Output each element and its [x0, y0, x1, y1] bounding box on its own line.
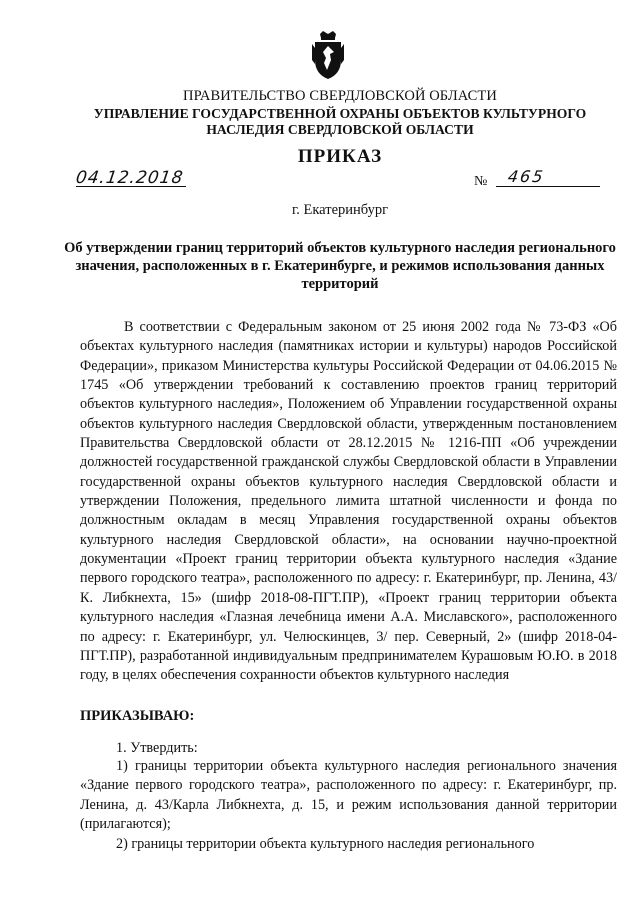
subitem-1: 1) границы территории объекта культурного наследия регионального значения «Здание первого городского театра», расположенного по адресу: г. Екатеринбург, пр. Ленина, д. 43/Карла Либкнехта, д. 15, и режим использования данной территории (прилагаются); — [80, 758, 617, 833]
subitem-2: 2) границы территории объекта культурного наследия регионального — [116, 836, 535, 852]
item-1: 1. Утвердить: — [116, 740, 198, 756]
number-underline — [496, 186, 600, 187]
document-date: 04.12.2018 — [74, 168, 185, 188]
department-name: УПРАВЛЕНИЕ ГОСУДАРСТВЕННОЙ ОХРАНЫ ОБЪЕКТОВ КУЛЬТУРНОГО НАСЛЕДИЯ СВЕРДЛОВСКОЙ ОБЛАСТИ — [93, 106, 587, 137]
number-sign: № — [474, 174, 488, 189]
document-number: 465 — [506, 167, 546, 186]
city: г. Екатеринбург — [291, 202, 389, 218]
date-underline — [76, 186, 186, 187]
subject-heading: Об утверждении границ территорий объектов культурного наследия регионального значения, расположенных в г. Екатеринбурге, и режимов использования данных территорий — [64, 240, 616, 292]
order-word: ПРИКАЗЫВАЮ: — [80, 708, 195, 724]
government-name: ПРАВИТЕЛЬСТВО СВЕРДЛОВСКОЙ ОБЛАСТИ — [183, 88, 497, 104]
preamble-paragraph: В соответствии с Федеральным законом от 25 июня 2002 года № 73-ФЗ «Об объектах культурного наследия (памятниках истории и культуры) народов Российской Федерации», приказом Министерства культуры Российской Федерации от 04.06.2015 № 1745 «Об утверждении требований к составлению проектов границ территорий объектов культурного наследия», Положением об Управлении государственной охраны объектов культурного наследия Свердловской области, утвержденным постановлением Правительства Свердловской области от 28.12.2015 № 1216-ПП «Об учреждении должностей государственной гражданской службы Свердловской области в Управлении государственной охраны объектов культурного наследия Свердловской области и утверждении Положения, предельного лимита штатной численности и фонда по должностным окладам в месяц Управления государственной охраны объектов культурного наследия Свердловской области», на основании научно-проектной документации «Проект границ территории объекта культурного наследия «Здание первого городского театра», расположенного по адресу: г. Екатеринбург, пр. Ленина, 43/К. Либкнехта, 15» (шифр 2018-08-ПГТ.ПР), «Проект границ территории объекта культурного наследия «Глазная лечебница имени А.А. Миславского», расположенного по адресу: г. Екатеринбург, ул. Челюскинцев, 3/ пер. Северный, 2» (шифр 2018-04-ПГТ.ПР), разработанной индивидуальным предпринимателем Курашовым Ю.Ю. в 2018 году, в целях обеспечения сохранности объектов культурного наследия — [80, 319, 617, 684]
coat-of-arms-icon — [312, 30, 344, 80]
document-title: ПРИКАЗ — [297, 146, 383, 167]
